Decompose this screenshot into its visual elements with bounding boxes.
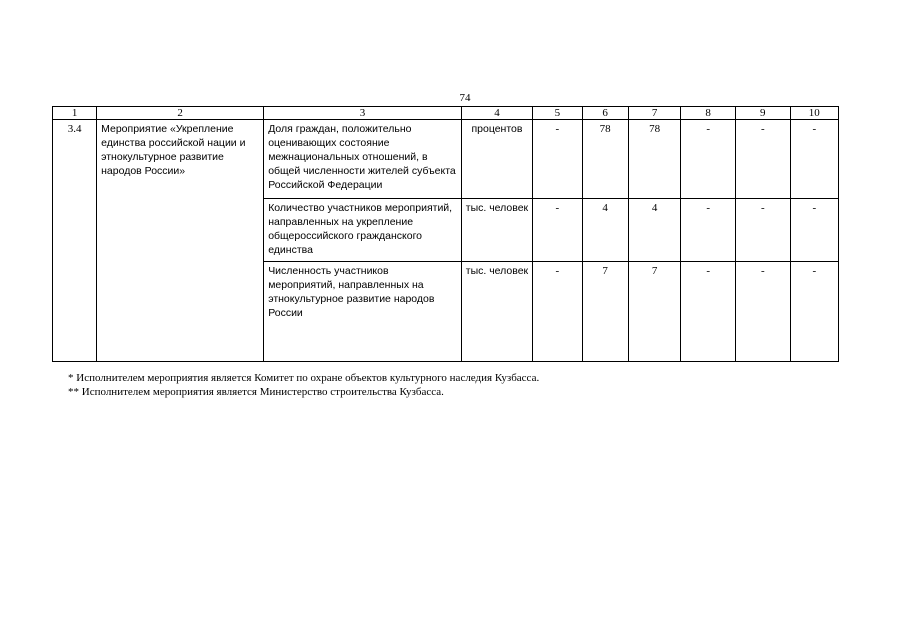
value-col-6: 4 (582, 199, 628, 262)
value-col-7: 78 (628, 120, 681, 199)
footnote-2: ** Исполнителем мероприятия является Министерство строительства Кузбасса. (68, 386, 444, 398)
value-col-9: - (735, 120, 790, 199)
header-col-9: 9 (735, 107, 790, 120)
indicator-name: Количество участников мероприятий, направленных на укрепление общероссийского гражданского единства (264, 199, 462, 262)
value-col-6: 78 (582, 120, 628, 199)
indicator-name: Доля граждан, положительно оценивающих состояние межнациональных отношений, в общей численности жителей субъекта Российской Федерации (264, 120, 462, 199)
indicator-name: Численность участников мероприятий, направленных на этнокультурное развитие народов России (264, 262, 462, 362)
value-col-8: - (681, 199, 736, 262)
measure-name: Мероприятие «Укрепление единства российской нации и этнокультурное развитие народов России» (97, 120, 264, 362)
header-col-6: 6 (582, 107, 628, 120)
value-col-5: - (533, 199, 582, 262)
value-col-8: - (681, 262, 736, 362)
header-col-8: 8 (681, 107, 736, 120)
unit-cell: тыс. человек (461, 262, 532, 362)
value-col-9: - (735, 262, 790, 362)
value-col-7: 4 (628, 199, 681, 262)
header-row (53, 107, 839, 120)
value-col-10: - (790, 199, 838, 262)
page-number: 74 (459, 92, 471, 104)
value-col-8: - (681, 120, 736, 199)
footnote-1: * Исполнителем мероприятия является Комитет по охране объектов культурного наследия Кузбасса. (68, 372, 540, 384)
value-col-5: - (533, 262, 582, 362)
value-col-5: - (533, 120, 582, 199)
unit-cell: тыс. человек (461, 199, 532, 262)
value-col-9: - (735, 199, 790, 262)
value-col-6: 7 (582, 262, 628, 362)
table-row (53, 120, 839, 199)
footnotes (68, 371, 539, 399)
header-col-4: 4 (461, 107, 532, 120)
value-col-7: 7 (628, 262, 681, 362)
section-number: 3.4 (53, 120, 97, 362)
header-col-10: 10 (790, 107, 838, 120)
header-col-2: 2 (97, 107, 264, 120)
header-col-3: 3 (264, 107, 462, 120)
header-col-7: 7 (628, 107, 681, 120)
header-col-1: 1 (53, 107, 97, 120)
value-col-10: - (790, 120, 838, 199)
value-col-10: - (790, 262, 838, 362)
unit-cell: процентов (461, 120, 532, 199)
program-indicators-table (52, 106, 839, 362)
header-col-5: 5 (533, 107, 582, 120)
